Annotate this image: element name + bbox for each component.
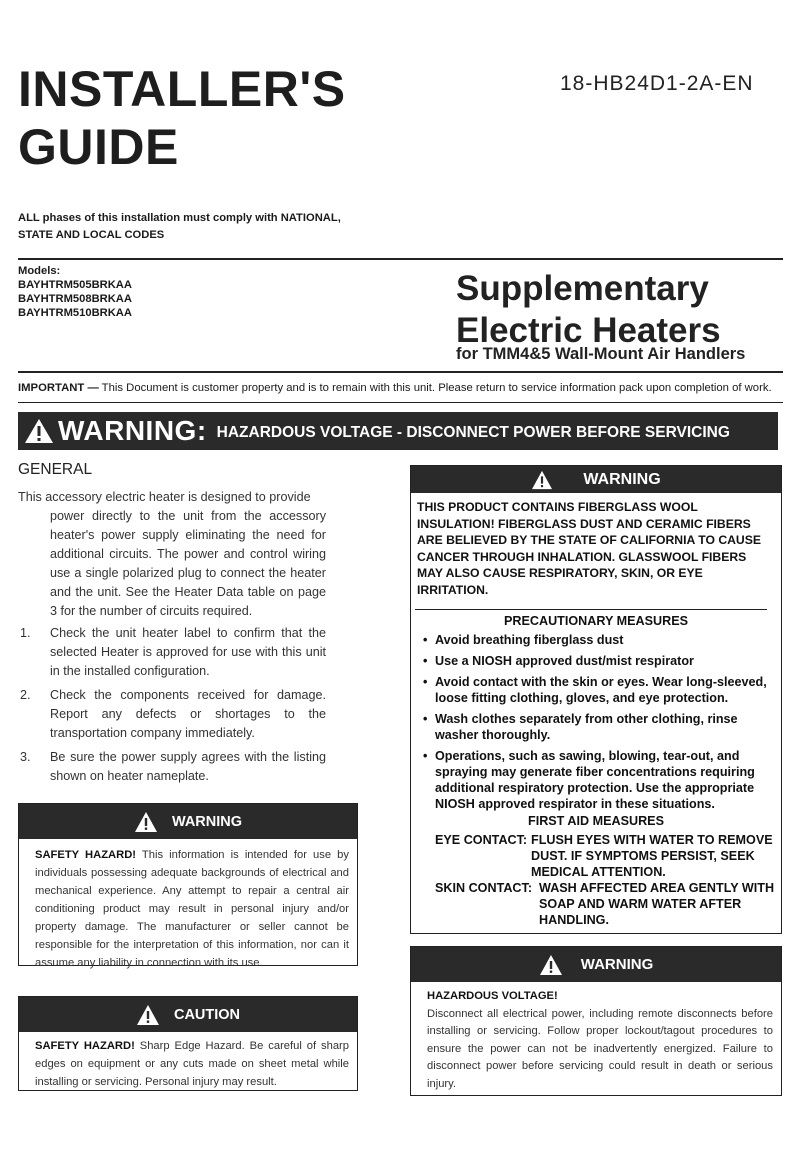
list-item: • Avoid breathing fiberglass dust bbox=[423, 633, 624, 647]
codes-line-1: ALL phases of this installation must comply with NATIONAL, bbox=[18, 212, 341, 224]
box-text: This information is intended for use by individuals possessing adequate backgrounds of electrical and mechanical experience. Any attempt to repair a central air conditioning product may result in personal injury and/or property damage. The manufacturer or seller cannot be responsible for the interpretation of this information, nor can it assume any liability in connection with its use. bbox=[35, 849, 350, 969]
step-number: 2. bbox=[20, 688, 31, 702]
divider bbox=[18, 371, 783, 373]
bullet-text: Use a NIOSH approved dust/mist respirator bbox=[435, 654, 694, 668]
important-text: This Document is customer property and is to remain with this unit. Please return to service information pack upon completion of work. bbox=[98, 382, 772, 394]
warning-triangle-icon bbox=[134, 811, 158, 833]
title-line-2: GUIDE bbox=[18, 119, 179, 175]
eye-contact bbox=[435, 832, 775, 880]
important-notice bbox=[18, 382, 772, 394]
model-item: BAYHTRM505BRKAA bbox=[18, 279, 132, 291]
bullet-text: Avoid contact with the skin or eyes. Wear long-sleeved, loose fitting clothing, gloves, and eye protection. bbox=[435, 675, 767, 705]
list-item: • Wash clothes separately from other clothing, rinse washer thoroughly. bbox=[423, 712, 738, 742]
model-item: BAYHTRM508BRKAA bbox=[18, 293, 132, 305]
box-text: Sharp Edge Hazard. Be careful of sharp edges on equipment or any cuts made on sheet metal while installing or servicing. Personal injury may result. bbox=[35, 1040, 349, 1088]
box-heading: WARNING bbox=[580, 956, 654, 973]
box-header bbox=[411, 947, 781, 982]
list-item: • Use a NIOSH approved dust/mist respirator bbox=[423, 654, 694, 668]
bullet-text: Wash clothes separately from other clothing, rinse washer thoroughly. bbox=[435, 712, 738, 742]
general-heading: GENERAL bbox=[18, 461, 93, 478]
warning-triangle-icon bbox=[531, 470, 553, 490]
document-id: 18-HB24D1-2A-EN bbox=[560, 72, 754, 95]
precaution-heading: PRECAUTIONARY MEASURES bbox=[503, 614, 689, 628]
eye-contact-text: FLUSH EYES WITH WATER TO REMOVE DUST. IF SYMPTOMS PERSIST, SEEK MEDICAL ATTENTION. bbox=[531, 833, 773, 879]
box-body bbox=[411, 982, 781, 1093]
warning-triangle-icon bbox=[539, 954, 563, 976]
caution-box bbox=[18, 996, 358, 1091]
document-title bbox=[18, 60, 346, 176]
product-subtitle: for TMM4&5 Wall-Mount Air Handlers bbox=[456, 345, 746, 363]
warning-triangle-icon bbox=[136, 1004, 160, 1026]
general-intro bbox=[18, 488, 326, 621]
product-title bbox=[456, 268, 721, 352]
box-body bbox=[19, 839, 357, 972]
precaution-list bbox=[423, 632, 775, 812]
divider bbox=[18, 258, 783, 260]
intro-first-line: This accessory electric heater is designed to provide bbox=[18, 490, 311, 504]
voltage-warning-box bbox=[410, 946, 782, 1096]
warning-triangle-icon bbox=[24, 417, 54, 445]
box-text: Disconnect all electrical power, including remote disconnects before installing or servicing. Follow proper lockout/tagout procedures to ensure the power can not be inadvertently energized. Failure to disconnect power before servicing could result in death or serious injury. bbox=[427, 1007, 773, 1090]
list-item: • Operations, such as sawing, blowing, tear-out, and spraying may generate fiber concentrations requiring additional respiratory protection. Use the appropriate NIOSH approved respirator in these situations. bbox=[423, 749, 755, 811]
fiberglass-warning-text: THIS PRODUCT CONTAINS FIBERGLASS WOOL INSULATION! FIBERGLASS DUST AND CERAMIC FIBERS ARE BELIEVED BY THE STATE OF CALIFORNIA TO CAUSE CANCER THROUGH INHALATION. GLASSWOOL FIBERS MAY ALSO CAUSE RESPIRATORY, SKIN, OR EYE IRRITATION. bbox=[417, 500, 761, 597]
bullet-text: Avoid breathing fiberglass dust bbox=[435, 633, 624, 647]
list-item bbox=[18, 624, 326, 681]
fiberglass-warning-box bbox=[410, 465, 782, 934]
box-header bbox=[19, 804, 357, 839]
safety-warning-box bbox=[18, 803, 358, 969]
box-header bbox=[19, 997, 357, 1032]
step-number: 3. bbox=[20, 750, 31, 764]
list-item: • Avoid contact with the skin or eyes. Wear long-sleeved, loose fitting clothing, gloves, and eye protection. bbox=[423, 675, 767, 705]
box-heading: WARNING bbox=[171, 813, 243, 830]
models-list bbox=[18, 264, 132, 320]
box-lead: HAZARDOUS VOLTAGE! bbox=[427, 990, 558, 1002]
box-heading: WARNING bbox=[583, 470, 661, 488]
skin-contact-label: SKIN CONTACT: bbox=[435, 881, 533, 895]
box-lead: SAFETY HAZARD! bbox=[35, 849, 137, 861]
codes-line-2: STATE AND LOCAL CODES bbox=[18, 229, 165, 241]
product-title-line-1: Supplementary bbox=[456, 269, 709, 308]
step-text: Check the unit heater label to confirm that the selected Heater is approved for use with this unit in the installed configuration. bbox=[50, 626, 326, 678]
hazard-banner bbox=[18, 412, 778, 450]
eye-contact-label: EYE CONTACT: bbox=[435, 833, 528, 847]
banner-text: HAZARDOUS VOLTAGE - DISCONNECT POWER BEFORE SERVICING bbox=[216, 424, 730, 441]
codes-notice bbox=[18, 210, 341, 244]
important-label: IMPORTANT — bbox=[18, 382, 99, 394]
divider bbox=[18, 402, 783, 403]
step-text: Check the components received for damage. Report any defects or shortages to the transportation company immediately. bbox=[50, 688, 326, 740]
divider bbox=[415, 609, 767, 610]
first-aid-heading: FIRST AID MEASURES bbox=[528, 814, 664, 828]
step-text: Be sure the power supply agrees with the listing shown on heater nameplate. bbox=[50, 750, 326, 783]
title-line-1: INSTALLER'S bbox=[18, 61, 346, 117]
banner-warning-label: WARNING: bbox=[58, 415, 207, 446]
models-label: Models: bbox=[18, 265, 61, 277]
step-number: 1. bbox=[20, 626, 31, 640]
box-header bbox=[411, 466, 781, 493]
box-lead: SAFETY HAZARD! bbox=[35, 1040, 135, 1052]
intro-rest: power directly to the unit from the accessory heater's power supply eliminating the need for additional circuits. The power and control wiring use a single polarized plug to connect the heater and the unit. See the Heater Data table on page 3 for the number of circuits required. bbox=[50, 509, 326, 618]
box-body bbox=[19, 1032, 357, 1091]
box-heading: CAUTION bbox=[173, 1006, 241, 1023]
skin-contact bbox=[435, 880, 775, 928]
skin-contact-text: WASH AFFECTED AREA GENTLY WITH SOAP AND WARM WATER AFTER HANDLING. bbox=[539, 881, 775, 927]
model-item: BAYHTRM510BRKAA bbox=[18, 307, 132, 319]
bullet-text: Operations, such as sawing, blowing, tear-out, and spraying may generate fiber concentrations requiring additional respiratory protection. Use the appropriate NIOSH approved respirator in these situations. bbox=[435, 749, 755, 811]
list-item bbox=[18, 748, 326, 786]
list-item bbox=[18, 686, 326, 743]
product-title-line-2: Electric Heaters bbox=[456, 311, 721, 350]
